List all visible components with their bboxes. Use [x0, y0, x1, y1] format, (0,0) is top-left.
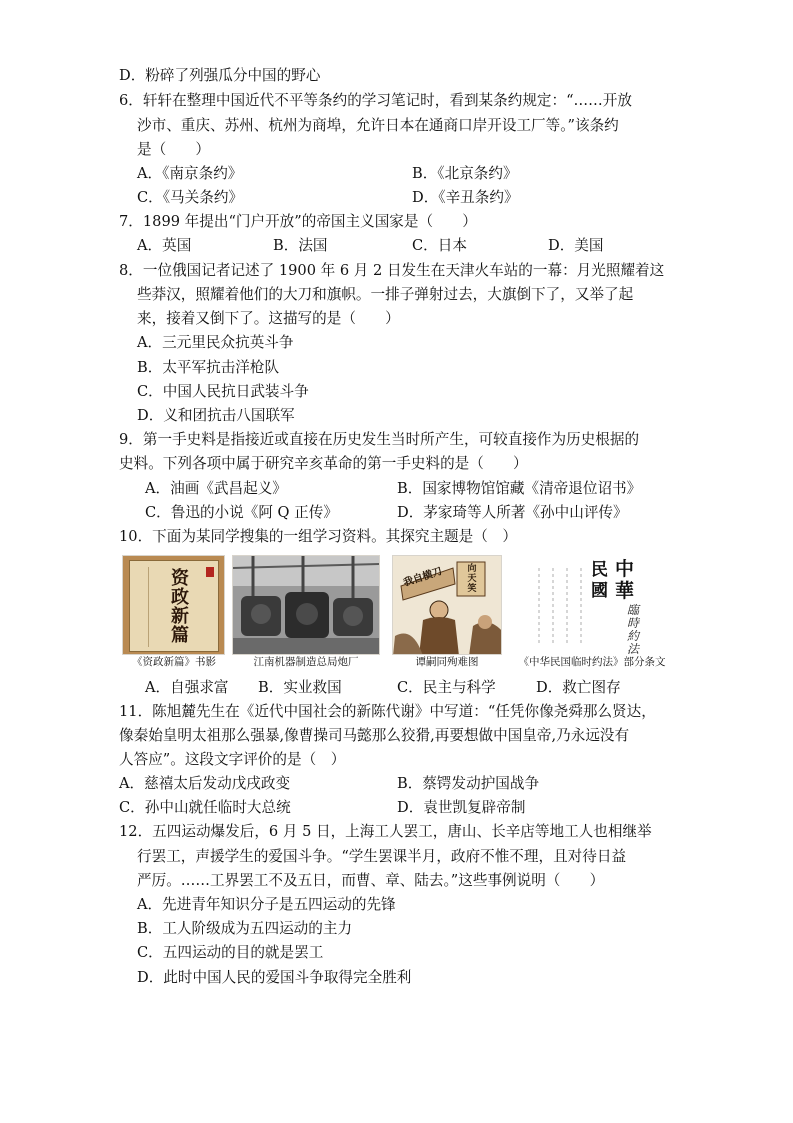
banner-char: 笑	[467, 584, 477, 594]
q6-option-d: D．《辛丑条约》	[412, 189, 519, 206]
q6-stem-line2: 沙市、重庆、苏州、杭州为商埠，允许日本在通商口岸开设工厂等。”该条约	[137, 117, 619, 134]
q6-option-a: A．《南京条约》	[137, 165, 243, 182]
title-char: 國	[591, 581, 608, 601]
q6-option-b: B．《北京条约》	[412, 165, 518, 182]
title-char: 中	[615, 558, 635, 580]
banner-char: 向	[467, 564, 477, 574]
factory-photo-graphic	[233, 556, 380, 655]
q8-option-d: D．义和团抗击八国联军	[137, 407, 295, 424]
red-seal	[206, 567, 214, 577]
q10-option-a: A．自强求富	[145, 679, 229, 696]
q12-option-c: C．五四运动的目的就是罢工	[137, 944, 324, 961]
figure-tan-sitong-martyrdom	[392, 555, 502, 655]
banner-char: 天	[467, 574, 477, 584]
q11-stem-line1: 11．陈旭麓先生在《近代中国社会的新陈代谢》中写道：“任凭你像尧舜那么贤达，	[119, 703, 656, 720]
book-side-text	[134, 567, 149, 647]
q9-option-c: C．鲁迅的小说《阿 Q 正传》	[145, 504, 338, 521]
banner-char: 横	[421, 569, 435, 583]
q11-stem-line3: 人答应”。这段文字评价的是（ ）	[119, 751, 346, 768]
q11-option-d: D．袁世凯复辟帝制	[397, 799, 526, 816]
q10-option-c: C．民主与科学	[397, 679, 496, 696]
constitution-subtitle	[627, 604, 651, 655]
q8-option-b: B．太平军抗击洋枪队	[137, 359, 280, 376]
banner-char: 我	[402, 575, 416, 589]
title-char: 華	[615, 580, 635, 602]
q9-option-b: B．国家博物馆馆藏《清帝退位诏书》	[397, 480, 642, 497]
q10-option-b: B．实业救国	[258, 679, 342, 696]
q11-stem-line2: 像秦始皇明太祖那么强暴,像曹操司马懿那么狡猾,再要想做中国皇帝,乃永远没有	[119, 727, 630, 744]
book-title-char: 新	[171, 606, 189, 627]
q9-option-a: A．油画《武昌起义》	[145, 480, 287, 497]
constitution-text-columns	[529, 562, 589, 652]
banner-char: 自	[411, 572, 425, 586]
book-title-char: 政	[171, 587, 189, 608]
q7-option-c: C．日本	[412, 237, 467, 254]
q9-stem-line1: 9．第一手史料是指接近或直接在历史发生当时所产生，可较直接作为历史根据的	[119, 431, 640, 448]
q5-option-d: D．粉碎了列强瓜分中国的野心	[119, 67, 321, 84]
figure-zizheng-xinpian-book	[122, 555, 225, 655]
q9-stem-line2: 史料。下列各项中属于研究辛亥革命的第一手史料的是（ ）	[119, 455, 528, 472]
q12-option-a: A．先进青年知识分子是五四运动的先锋	[137, 896, 396, 913]
q12-stem-line3: 严厉。……工界罢工不及五日，而曹、章、陆去。”这些事例说明（ ）	[137, 872, 605, 889]
q6-stem-line3: 是（ ）	[137, 141, 210, 158]
q12-stem-line1: 12．五四运动爆发后，6 月 5 日，上海工人罢工，唐山、长辛店等地工人也相继举	[119, 823, 652, 840]
figure-jiangnan-arsenal-photo	[232, 555, 380, 655]
q6-option-c: C．《马关条约》	[137, 189, 244, 206]
constitution-title-right	[615, 558, 659, 602]
q8-stem-line1: 8．一位俄国记者记述了 1900 年 6 月 2 日发生在天津火车站的一幕：月光照耀着这	[119, 262, 665, 279]
q6-stem-line1: 6．轩轩在整理中国近代不平等条约的学习笔记时，看到某条约规定：“……开放	[119, 92, 632, 109]
constitution-title-left	[591, 560, 615, 602]
q8-option-a: A．三元里民众抗英斗争	[137, 334, 294, 351]
book-title	[160, 569, 200, 647]
title-char: 法	[627, 642, 640, 655]
q9-option-d: D．茅家琦等人所著《孙中山评传》	[397, 504, 628, 521]
q8-stem-line3: 来，接着又倒下了。这描写的是（ ）	[137, 310, 400, 327]
martyrdom-illustration	[393, 556, 502, 655]
q7-option-d: D．美国	[548, 237, 604, 254]
banner-char: 刀	[430, 566, 444, 580]
title-char: 臨	[627, 603, 640, 617]
figure-1-caption: 《资政新篇》书影	[132, 656, 216, 668]
title-char: 時	[627, 616, 640, 630]
figure-2-caption: 江南机器制造总局炮厂	[253, 656, 359, 668]
book-title-char: 资	[171, 568, 189, 589]
title-char: 民	[591, 560, 608, 580]
book-title-char: 篇	[171, 625, 189, 646]
q7-option-b: B．法国	[273, 237, 328, 254]
title-char: 約	[627, 629, 640, 643]
book-page	[129, 560, 219, 652]
q12-option-b: B．工人阶级成为五四运动的主力	[137, 920, 353, 937]
q10-option-d: D．救亡图存	[536, 679, 621, 696]
q12-stem-line2: 行罢工，声援学生的爱国斗争。“学生罢课半月，政府不惟不理，且对待日益	[137, 848, 627, 865]
figure-4-caption: 《中华民国临时约法》部分条文	[518, 656, 666, 668]
banner-text-right	[461, 564, 483, 594]
figure-3-caption: 谭嗣同殉难图	[415, 656, 479, 668]
q11-option-b: B．蔡锷发动护国战争	[397, 775, 540, 792]
q8-stem-line2: 些莽汉，照耀着他们的大刀和旗帜。一排子弹射过去，大旗倒下了，又举了起	[137, 286, 634, 303]
q11-option-a: A．慈禧太后发动戊戌政变	[119, 775, 291, 792]
q8-option-c: C．中国人民抗日武装斗争	[137, 383, 309, 400]
figure-provisional-constitution	[522, 555, 662, 655]
q12-option-d: D．此时中国人民的爱国斗争取得完全胜利	[137, 969, 412, 986]
q7-option-a: A．英国	[137, 237, 192, 254]
q10-stem: 10．下面为某同学搜集的一组学习资料。其探究主题是（ ）	[119, 528, 518, 545]
q11-option-c: C．孙中山就任临时大总统	[119, 799, 291, 816]
q7-stem: 7．1899 年提出“门户开放”的帝国主义国家是（ ）	[119, 213, 477, 230]
